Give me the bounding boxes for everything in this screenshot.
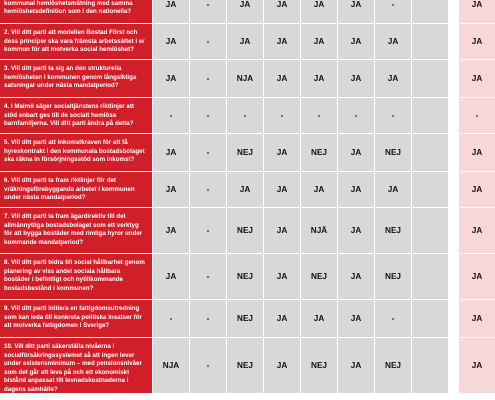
answer-cell: -	[189, 134, 226, 172]
empty-cell	[411, 254, 448, 300]
answer-cell: JA	[152, 134, 189, 172]
question-cell: 4. I Malmö säger socialtjänstens riktlinjer att stöd enbart ges till de socialt hemlösa barnfamiljerna. Vill ditt parti ändra på detta?	[0, 98, 152, 134]
question-cell: kommunal hemlöshetsmätning med samma hemlöshetsdefinition som i den nationella?	[0, 0, 152, 24]
answer-cell: NEJ	[374, 254, 411, 300]
answer-cell: -	[152, 300, 189, 338]
answer-cell: -	[374, 300, 411, 338]
empty-cell	[411, 0, 448, 24]
empty-cell	[411, 98, 448, 134]
answer-cell: -	[263, 98, 300, 134]
answer-cell-highlight: -	[458, 98, 495, 134]
answer-cell: JA	[263, 0, 300, 24]
column-gap	[448, 24, 458, 60]
answer-cell: JA	[337, 0, 374, 24]
answer-cell: NEJ	[300, 134, 337, 172]
column-gap	[448, 254, 458, 300]
answer-cell: -	[189, 300, 226, 338]
answer-cell: NEJ	[374, 208, 411, 254]
answer-cell: NEJ	[226, 134, 263, 172]
answer-cell: JA	[263, 134, 300, 172]
answer-cell: JA	[263, 24, 300, 60]
answer-cell: JA	[337, 338, 374, 394]
column-gap	[448, 0, 458, 24]
question-cell: 3. Vill ditt parti ta sig an den strukturella hemlösheten i kommunen genom långsiktiga satsningar under nästa mandatperiod?	[0, 60, 152, 98]
answer-cell: JA	[152, 60, 189, 98]
empty-cell	[411, 60, 448, 98]
answer-cell: NEJ	[226, 338, 263, 394]
question-cell: 8. Vill ditt parti bidra till social hållbarhet genom planering av viss andel sociala hållbara bostäder i befintligt och nytillkommande bostadsbestånd i kommunen?	[0, 254, 152, 300]
answer-cell: JA	[226, 172, 263, 208]
answer-cell-highlight: JA	[458, 300, 495, 338]
answer-cell: -	[189, 208, 226, 254]
question-cell: 2. Vill ditt parti att modellen Bostad Först och dess principer ska vara främsta arbetssättet i er kommun för att motverka social hemlöshet?	[0, 24, 152, 60]
answer-cell: JA	[300, 60, 337, 98]
answer-cell: JA	[152, 208, 189, 254]
answer-cell: JA	[226, 24, 263, 60]
answer-cell-highlight: JA	[458, 134, 495, 172]
answer-cell: JA	[263, 60, 300, 98]
answer-cell: NJA	[226, 60, 263, 98]
empty-cell	[411, 172, 448, 208]
column-gap	[448, 172, 458, 208]
answer-cell-highlight: JA	[458, 24, 495, 60]
question-cell: 9. Vill ditt parti initiera en fattigdomsutredning som kan leda till konkreta politiska insatser för att motverka fattigdomen i Sverige?	[0, 300, 152, 338]
answer-cell: NEJ	[300, 338, 337, 394]
answer-cell-highlight: JA	[458, 338, 495, 394]
question-cell: 5. Vill ditt parti att inkomstkraven för att få hyreskontrakt i den kommunala bostadsbolaget ska räkna in försörjningsstöd som inkomst?	[0, 134, 152, 172]
empty-cell	[411, 24, 448, 60]
answer-cell: JA	[337, 60, 374, 98]
answer-cell: -	[189, 98, 226, 134]
answer-cell: JA	[374, 24, 411, 60]
answer-cell: -	[189, 0, 226, 24]
answer-cell: -	[189, 172, 226, 208]
answer-cell: NEJ	[374, 134, 411, 172]
answer-cell: -	[189, 60, 226, 98]
answer-cell: -	[226, 98, 263, 134]
answer-cell: -	[189, 338, 226, 394]
answer-cell: NEJ	[226, 300, 263, 338]
answer-cell: JA	[152, 254, 189, 300]
answer-cell: -	[152, 98, 189, 134]
answer-cell: NJÄ	[300, 208, 337, 254]
answer-cell-highlight: JA	[458, 60, 495, 98]
answer-cell: -	[374, 98, 411, 134]
column-gap	[448, 208, 458, 254]
answer-cell-highlight: JA	[458, 208, 495, 254]
answer-cell: JA	[300, 300, 337, 338]
empty-cell	[411, 134, 448, 172]
column-gap	[448, 134, 458, 172]
answer-cell: JA	[374, 60, 411, 98]
answer-cell: JA	[263, 254, 300, 300]
column-gap	[448, 300, 458, 338]
answer-cell: JA	[152, 172, 189, 208]
answer-cell: JA	[337, 172, 374, 208]
question-cell: 6. Vill ditt parti ta fram riktlinjer för det vräkningsförebyggande arbetet i kommunen under nästa mandatperiod?	[0, 172, 152, 208]
empty-cell	[411, 338, 448, 394]
answer-cell: NJA	[152, 338, 189, 394]
answer-cell: JA	[337, 300, 374, 338]
answer-cell: JA	[337, 208, 374, 254]
answer-cell-highlight: JA	[458, 0, 495, 24]
answer-cell: JA	[263, 300, 300, 338]
answer-cell: JA	[263, 172, 300, 208]
answer-cell: -	[189, 254, 226, 300]
column-gap	[448, 60, 458, 98]
answer-cell: JA	[300, 172, 337, 208]
answer-cell: -	[374, 0, 411, 24]
answer-cell: NEJ	[226, 208, 263, 254]
answer-cell: JA	[300, 0, 337, 24]
answer-cell: JA	[337, 254, 374, 300]
answer-cell: JA	[226, 0, 263, 24]
answer-cell: -	[300, 98, 337, 134]
answer-cell: JA	[152, 24, 189, 60]
answer-cell: NEJ	[226, 254, 263, 300]
answer-cell: -	[337, 98, 374, 134]
empty-cell	[411, 208, 448, 254]
answer-cell: NEJ	[300, 254, 337, 300]
answer-cell-highlight: JA	[458, 254, 495, 300]
answer-cell: JA	[374, 172, 411, 208]
answer-cell: NEJ	[374, 338, 411, 394]
column-gap	[448, 98, 458, 134]
column-gap	[448, 338, 458, 394]
answer-cell: JA	[300, 24, 337, 60]
answer-cell: JA	[337, 24, 374, 60]
question-cell: 7. Vill ditt parti ta fram ägardirektiv till det allmännyttiga bostadsbolaget som ett verktyg för att bygga bostäder med rimliga hyror under kommande mandatperiod?	[0, 208, 152, 254]
answer-cell: JA	[263, 338, 300, 394]
answer-cell: JA	[263, 208, 300, 254]
answer-cell: JA	[337, 134, 374, 172]
answer-cell: -	[189, 24, 226, 60]
question-cell: 10. Vill ditt parti säkerställa nivåerna i socialförsäkringssystemet så att ingen lever under existensminimum – med pensionsnivåer som det går att leva på och ett ekonomiskt bistånd anpassat till levnadskostnaderna i dagens samhälle?	[0, 338, 152, 394]
answer-cell-highlight: JA	[458, 172, 495, 208]
answer-cell: JA	[152, 0, 189, 24]
empty-cell	[411, 300, 448, 338]
